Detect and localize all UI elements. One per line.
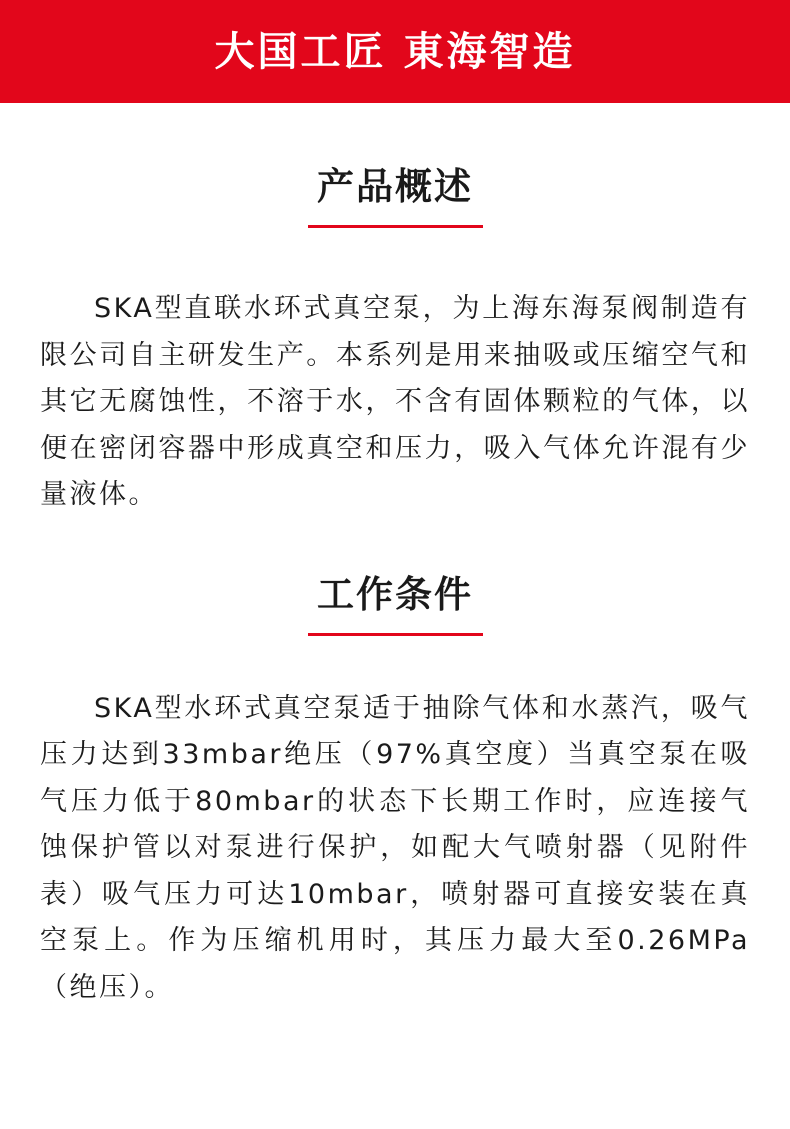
page-content	[0, 103, 790, 1011]
section-heading-group	[40, 573, 750, 636]
section-heading-group	[40, 165, 750, 228]
header-banner	[0, 0, 790, 103]
title-underline-rule	[308, 225, 483, 228]
section-body-working-conditions: SKA型水环式真空泵适于抽除气体和水蒸汽，吸气压力达到33mbar绝压（97%真空度）当真空泵在吸气压力低于80mbar的状态下长期工作时，应连接气蚀保护管以对泵进行保护，如配大气喷射器（见附件表）吸气压力可达10mbar，喷射器可直接安装在真空泵上。作为压缩机用时，其压力最大至0.26MPa（绝压）。	[40, 692, 750, 1003]
title-underline-rule	[308, 633, 483, 636]
section-title-working-conditions: 工作条件	[317, 572, 473, 616]
section-working-conditions	[40, 519, 750, 1011]
section-title-product-overview: 产品概述	[317, 165, 473, 208]
section-product-overview	[40, 103, 750, 519]
banner-title: 大国工匠 東海智造	[214, 28, 576, 75]
section-body-product-overview: SKA型直联水环式真空泵，为上海东海泵阀制造有限公司自主研发生产。本系列是用来抽吸或压缩空气和其它无腐蚀性，不溶于水，不含有固体颗粒的气体，以便在密闭容器中形成真空和压力，吸入气体允许混有少量液体。	[40, 293, 750, 511]
